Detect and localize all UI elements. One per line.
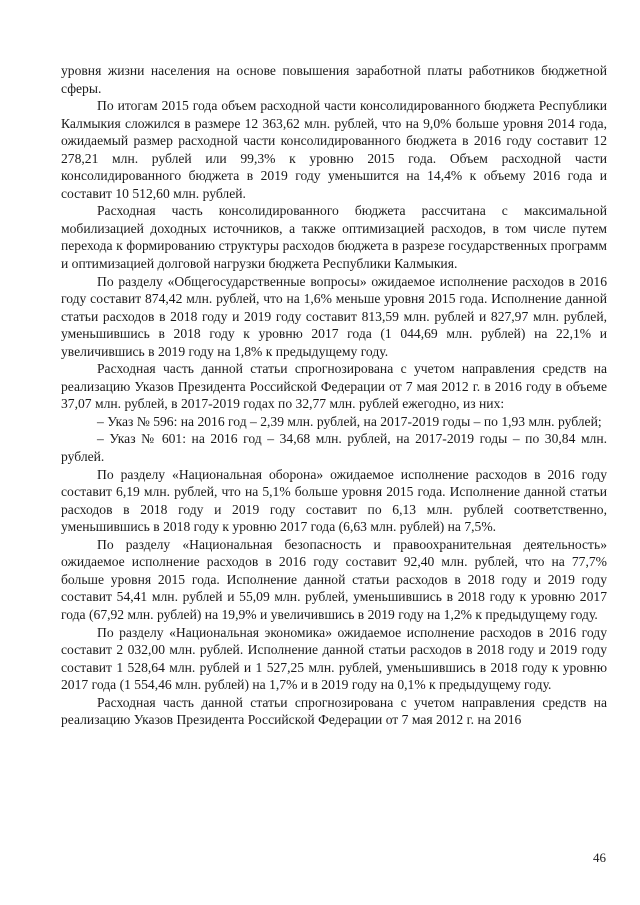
paragraph-general-questions: По разделу «Общегосударственные вопросы» ожидаемое исполнение расходов в 2016 году составит 874,42 млн. рублей, что на 1,6% меньше уровня 2015 года. Исполнение данной статьи расходов в 2018 году и 2019 году составит 813,59 млн. рублей и 827,97 млн. рублей, уменьшившись в 2018 году к уровню 2017 года (1 044,69 млн. рублей) на 22,1% и увеличившись в 2019 году на 1,8% к предыдущему году.: [61, 273, 607, 359]
list-item-decree-596: – Указ № 596: на 2016 год – 2,39 млн. рублей, на 2017-2019 годы – по 1,93 млн. рублей;: [97, 413, 602, 429]
paragraph-budget-mobilization: Расходная часть консолидированного бюджета рассчитана с максимальной мобилизацией доходных источников, а также оптимизацией расходов, в том числе путем перехода к формированию структуры расходов бюджета в разрезе государственных программ и оптимизацией долговой нагрузки бюджета Республики Калмыкия.: [61, 203, 607, 272]
paragraph-national-economy: По разделу «Национальная экономика» ожидаемое исполнение расходов в 2016 году составит 2 032,00 млн. рублей. Исполнение данной статьи расходов в 2018 году и 2019 году составит 1 528,64 млн. рублей и 1 527,25 млн. рублей, уменьшившись в 2018 году к уровню 2017 года (1 554,46 млн. рублей) на 1,7% и в 2019 году на 0,1% к предыдущему году.: [61, 624, 607, 693]
paragraph-continuation: уровня жизни населения на основе повышения заработной платы работников бюджетной сферы.: [61, 63, 607, 96]
paragraph-presidential-decrees: Расходная часть данной статьи спрогнозирована с учетом направления средств на реализацию Указов Президента Российской Федерации от 7 мая 2012 г. в 2016 году в объеме 37,07 млн. рублей, в 2017-2019 годах по 32,77 млн. рублей ежегодно, из них:: [61, 361, 607, 412]
paragraph-budget-2015: По итогам 2015 года объем расходной части консолидированного бюджета Республики Калмыкия сложился в размере 12 363,62 млн. рублей, что на 9,0% больше уровня 2014 года, ожидаемый размер расходной части консолидированного бюджета в 2016 году составит 12 278,21 млн. рублей или 99,3% к уровню 2015 года. Объем расходной части консолидированного бюджета в 2019 году уменьшится на 14,4% к объему 2016 года и составит 10 512,60 млн. рублей.: [61, 98, 607, 201]
paragraph-decrees-economy: Расходная часть данной статьи спрогнозирована с учетом направления средств на реализацию Указов Президента Российской Федерации от 7 мая 2012 г. на 2016: [61, 694, 607, 728]
page-number: 46: [593, 850, 606, 865]
list-item-decree-601: – Указ № 601: на 2016 год – 34,68 млн. рублей, на 2017-2019 годы – по 30,84 млн. рублей.: [61, 431, 607, 465]
paragraph-national-defense: По разделу «Национальная оборона» ожидаемое исполнение расходов в 2016 году составит 6,19 млн. рублей, что на 5,1% больше уровня 2015 года. Исполнение данной статьи расходов в 2018 году и 2019 году составит по 6,13 млн. рублей соответственно, уменьшившись в 2018 году к уровню 2017 года (6,63 млн. рублей) на 7,5%.: [61, 466, 607, 535]
document-body: [61, 62, 607, 729]
paragraph-national-security: По разделу «Национальная безопасность и правоохранительная деятельность» ожидаемое исполнение расходов в 2016 году составит 92,40 млн. рублей, что на 77,7% больше уровня 2015 года. Исполнение данной статьи расходов в 2018 году и 2019 году составит 54,41 млн. рублей и 55,09 млн. рублей, уменьшившись в 2018 году к уровню 2017 года (67,92 млн. рублей) на 19,9% и увеличившись в 2019 году на 1,2% к предыдущему году.: [61, 536, 607, 622]
